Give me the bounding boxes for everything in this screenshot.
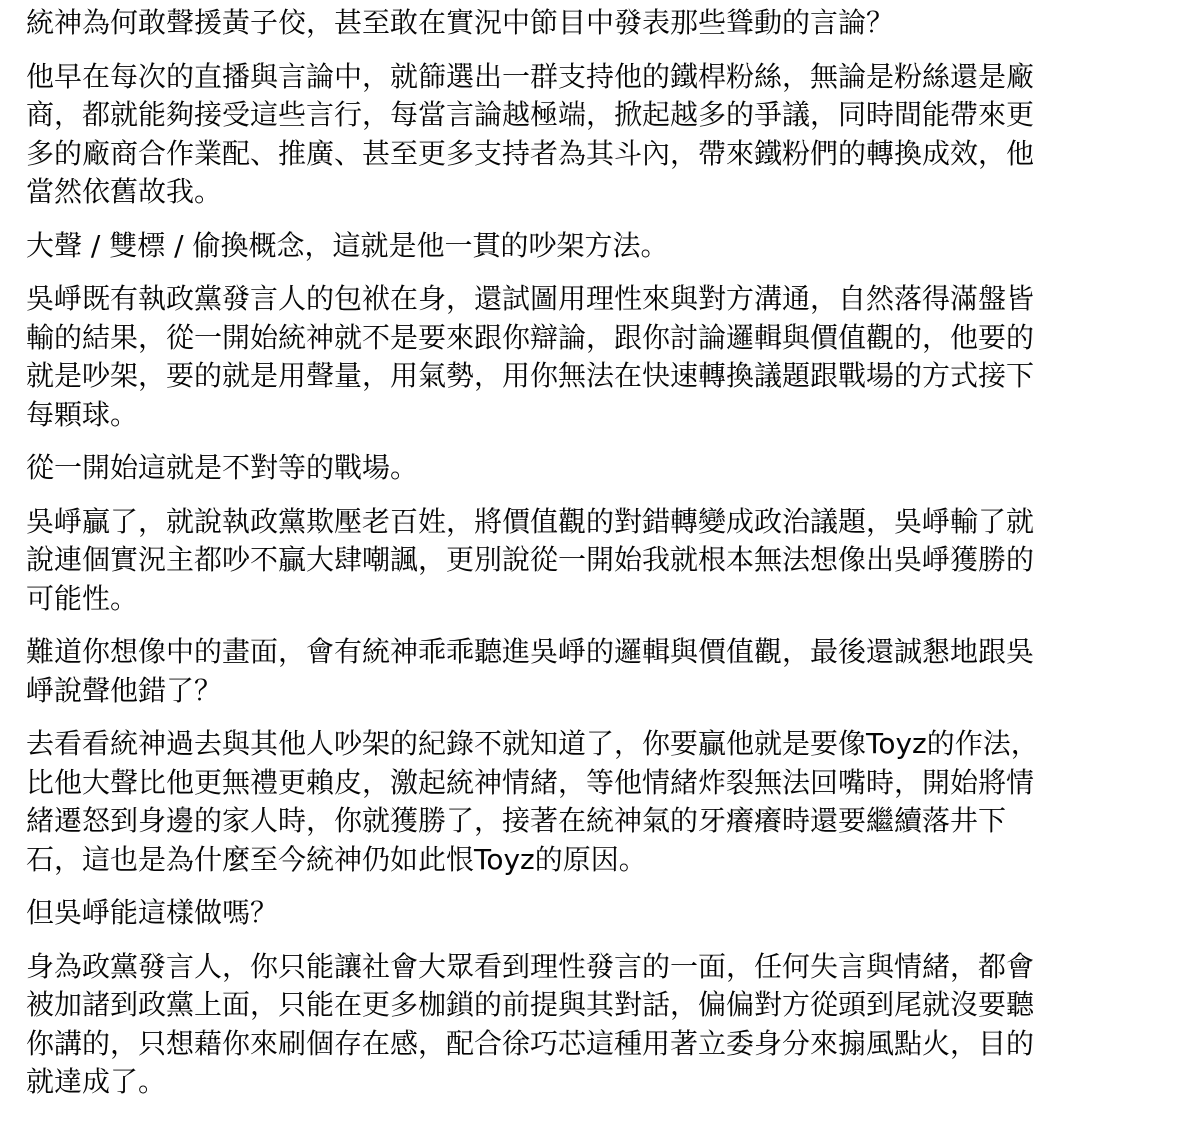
paragraph-5: 從一開始這就是不對等的戰場。 xyxy=(26,451,419,484)
paragraph-8: 去看看統神過去與其他人吵架的紀錄不就知道了，你要贏他就是要像Toyz的作法， 比他大聲比他更無禮更賴皮，激起統神情緒，等他情緒炸裂無法回嘴時，開始將情 緒遷怒到身邊的家人時，你就獲勝了，接著在統神氣的牙癢癢時還要繼續落井下 石，這也是為什麼至今統神仍如此恨Toyz的原因。 xyxy=(26,727,1039,876)
paragraph-1: 統神為何敢聲援黃子佼，甚至敢在實況中節目中發表那些聳動的言論？ xyxy=(26,6,895,39)
paragraph-10: 身為政黨發言人，你只能讓社會大眾看到理性發言的一面，任何失言與情緒，都會 被加諸到政黨上面，只能在更多枷鎖的前提與其對話，偏偏對方從頭到尾就沒要聽 你講的，只想藉你來刷個存在感，配合徐巧芯這種用著立委身分來搧風點火，目的 就達成了。 xyxy=(26,949,1035,1098)
post-body xyxy=(26,4,1176,1102)
paragraph-3: 大聲 / 雙標 / 偷換概念，這就是他一貫的吵架方法。 xyxy=(26,228,669,262)
paragraph-6: 吳崢贏了，就說執政黨欺壓老百姓，將價值觀的對錯轉變成政治議題，吳崢輸了就 說連個實況主都吵不贏大肆嘲諷，更別說從一開始我就根本無法想像出吳崢獲勝的 可能性。 xyxy=(26,504,1035,615)
paragraph-4: 吳崢既有執政黨發言人的包袱在身，還試圖用理性來與對方溝通，自然落得滿盤皆 輸的結果，從一開始統神就不是要來跟你辯論，跟你討論邏輯與價值觀的，他要的 就是吵架，要的就是用聲量，用氣勢，用你無法在快速轉換議題跟戰場的方式接下 每顆球。 xyxy=(26,282,1035,431)
paragraph-2: 他早在每次的直播與言論中，就篩選出一群支持他的鐵桿粉絲，無論是粉絲還是廠 商，都就能夠接受這些言行，每當言論越極端，掀起越多的爭議，同時間能帶來更 多的廠商合作業配、推廣、甚至更多支持者為其斗內，帶來鐵粉們的轉換成效，他 當然依舊故我。 xyxy=(26,59,1035,208)
paragraph-9: 但吳崢能這樣做嗎？ xyxy=(26,896,279,929)
paragraph-7: 難道你想像中的畫面，會有統神乖乖聽進吳崢的邏輯與價值觀，最後還誠懇地跟吳 崢說聲他錯了？ xyxy=(26,635,1035,707)
